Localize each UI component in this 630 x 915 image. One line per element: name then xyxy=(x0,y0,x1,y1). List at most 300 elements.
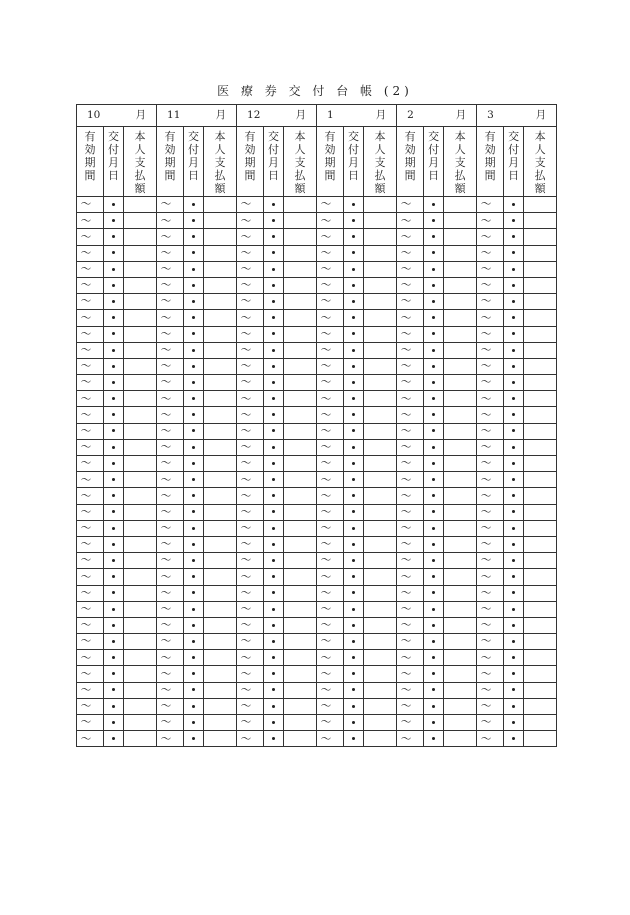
validity-period-cell[interactable] xyxy=(157,731,184,747)
self-payment-cell[interactable] xyxy=(124,407,157,423)
validity-period-cell[interactable] xyxy=(157,456,184,472)
self-payment-cell[interactable] xyxy=(524,358,557,374)
validity-period-cell[interactable] xyxy=(317,197,344,213)
issue-date-cell[interactable] xyxy=(424,456,444,472)
validity-period-cell[interactable] xyxy=(477,229,504,245)
validity-period-cell[interactable] xyxy=(77,553,104,569)
self-payment-cell[interactable] xyxy=(204,585,237,601)
self-payment-cell[interactable] xyxy=(124,391,157,407)
validity-period-cell[interactable] xyxy=(317,536,344,552)
self-payment-cell[interactable] xyxy=(444,423,477,439)
validity-period-cell[interactable] xyxy=(237,358,264,374)
validity-period-cell[interactable] xyxy=(157,488,184,504)
self-payment-cell[interactable] xyxy=(204,682,237,698)
self-payment-cell[interactable] xyxy=(364,536,397,552)
validity-period-cell[interactable] xyxy=(77,617,104,633)
issue-date-cell[interactable] xyxy=(264,520,284,536)
self-payment-cell[interactable] xyxy=(524,456,557,472)
issue-date-cell[interactable] xyxy=(344,375,364,391)
self-payment-cell[interactable] xyxy=(204,698,237,714)
validity-period-cell[interactable] xyxy=(237,375,264,391)
self-payment-cell[interactable] xyxy=(124,326,157,342)
issue-date-cell[interactable] xyxy=(264,617,284,633)
validity-period-cell[interactable] xyxy=(397,326,424,342)
validity-period-cell[interactable] xyxy=(397,456,424,472)
issue-date-cell[interactable] xyxy=(504,601,524,617)
self-payment-cell[interactable] xyxy=(204,277,237,293)
issue-date-cell[interactable] xyxy=(264,698,284,714)
self-payment-cell[interactable] xyxy=(524,391,557,407)
validity-period-cell[interactable] xyxy=(397,617,424,633)
validity-period-cell[interactable] xyxy=(317,682,344,698)
issue-date-cell[interactable] xyxy=(344,715,364,731)
self-payment-cell[interactable] xyxy=(524,650,557,666)
self-payment-cell[interactable] xyxy=(524,277,557,293)
validity-period-cell[interactable] xyxy=(77,375,104,391)
self-payment-cell[interactable] xyxy=(364,197,397,213)
issue-date-cell[interactable] xyxy=(104,294,124,310)
self-payment-cell[interactable] xyxy=(444,342,477,358)
issue-date-cell[interactable] xyxy=(264,326,284,342)
validity-period-cell[interactable] xyxy=(397,569,424,585)
issue-date-cell[interactable] xyxy=(504,213,524,229)
validity-period-cell[interactable] xyxy=(397,698,424,714)
validity-period-cell[interactable] xyxy=(397,197,424,213)
self-payment-cell[interactable] xyxy=(124,245,157,261)
validity-period-cell[interactable] xyxy=(157,391,184,407)
validity-period-cell[interactable] xyxy=(317,439,344,455)
validity-period-cell[interactable] xyxy=(317,375,344,391)
issue-date-cell[interactable] xyxy=(504,326,524,342)
validity-period-cell[interactable] xyxy=(397,634,424,650)
issue-date-cell[interactable] xyxy=(104,617,124,633)
issue-date-cell[interactable] xyxy=(504,407,524,423)
self-payment-cell[interactable] xyxy=(124,731,157,747)
self-payment-cell[interactable] xyxy=(284,650,317,666)
validity-period-cell[interactable] xyxy=(477,310,504,326)
self-payment-cell[interactable] xyxy=(204,504,237,520)
self-payment-cell[interactable] xyxy=(364,617,397,633)
issue-date-cell[interactable] xyxy=(424,277,444,293)
validity-period-cell[interactable] xyxy=(157,294,184,310)
self-payment-cell[interactable] xyxy=(364,472,397,488)
validity-period-cell[interactable] xyxy=(237,650,264,666)
issue-date-cell[interactable] xyxy=(504,585,524,601)
self-payment-cell[interactable] xyxy=(124,358,157,374)
issue-date-cell[interactable] xyxy=(104,423,124,439)
self-payment-cell[interactable] xyxy=(444,698,477,714)
validity-period-cell[interactable] xyxy=(397,229,424,245)
self-payment-cell[interactable] xyxy=(444,261,477,277)
issue-date-cell[interactable] xyxy=(344,666,364,682)
self-payment-cell[interactable] xyxy=(524,634,557,650)
issue-date-cell[interactable] xyxy=(104,261,124,277)
self-payment-cell[interactable] xyxy=(204,391,237,407)
self-payment-cell[interactable] xyxy=(124,277,157,293)
self-payment-cell[interactable] xyxy=(524,585,557,601)
self-payment-cell[interactable] xyxy=(284,698,317,714)
issue-date-cell[interactable] xyxy=(104,213,124,229)
self-payment-cell[interactable] xyxy=(284,310,317,326)
issue-date-cell[interactable] xyxy=(104,553,124,569)
issue-date-cell[interactable] xyxy=(344,229,364,245)
validity-period-cell[interactable] xyxy=(397,294,424,310)
validity-period-cell[interactable] xyxy=(397,520,424,536)
self-payment-cell[interactable] xyxy=(524,569,557,585)
self-payment-cell[interactable] xyxy=(284,391,317,407)
issue-date-cell[interactable] xyxy=(184,456,204,472)
validity-period-cell[interactable] xyxy=(157,229,184,245)
issue-date-cell[interactable] xyxy=(424,213,444,229)
validity-period-cell[interactable] xyxy=(397,391,424,407)
self-payment-cell[interactable] xyxy=(204,456,237,472)
issue-date-cell[interactable] xyxy=(184,585,204,601)
self-payment-cell[interactable] xyxy=(124,229,157,245)
self-payment-cell[interactable] xyxy=(364,715,397,731)
self-payment-cell[interactable] xyxy=(364,358,397,374)
self-payment-cell[interactable] xyxy=(524,261,557,277)
issue-date-cell[interactable] xyxy=(184,536,204,552)
self-payment-cell[interactable] xyxy=(124,666,157,682)
issue-date-cell[interactable] xyxy=(504,310,524,326)
validity-period-cell[interactable] xyxy=(397,310,424,326)
issue-date-cell[interactable] xyxy=(424,358,444,374)
self-payment-cell[interactable] xyxy=(124,310,157,326)
validity-period-cell[interactable] xyxy=(237,326,264,342)
self-payment-cell[interactable] xyxy=(284,245,317,261)
issue-date-cell[interactable] xyxy=(264,536,284,552)
issue-date-cell[interactable] xyxy=(344,634,364,650)
validity-period-cell[interactable] xyxy=(397,423,424,439)
self-payment-cell[interactable] xyxy=(444,213,477,229)
validity-period-cell[interactable] xyxy=(157,569,184,585)
issue-date-cell[interactable] xyxy=(344,277,364,293)
validity-period-cell[interactable] xyxy=(397,472,424,488)
issue-date-cell[interactable] xyxy=(264,423,284,439)
self-payment-cell[interactable] xyxy=(284,261,317,277)
validity-period-cell[interactable] xyxy=(317,715,344,731)
self-payment-cell[interactable] xyxy=(284,553,317,569)
self-payment-cell[interactable] xyxy=(524,731,557,747)
validity-period-cell[interactable] xyxy=(397,213,424,229)
validity-period-cell[interactable] xyxy=(477,536,504,552)
issue-date-cell[interactable] xyxy=(264,213,284,229)
issue-date-cell[interactable] xyxy=(104,634,124,650)
self-payment-cell[interactable] xyxy=(124,682,157,698)
issue-date-cell[interactable] xyxy=(104,585,124,601)
issue-date-cell[interactable] xyxy=(184,650,204,666)
validity-period-cell[interactable] xyxy=(237,310,264,326)
self-payment-cell[interactable] xyxy=(124,715,157,731)
self-payment-cell[interactable] xyxy=(204,407,237,423)
self-payment-cell[interactable] xyxy=(364,439,397,455)
issue-date-cell[interactable] xyxy=(424,326,444,342)
issue-date-cell[interactable] xyxy=(424,731,444,747)
self-payment-cell[interactable] xyxy=(364,698,397,714)
self-payment-cell[interactable] xyxy=(204,229,237,245)
self-payment-cell[interactable] xyxy=(284,731,317,747)
issue-date-cell[interactable] xyxy=(504,504,524,520)
issue-date-cell[interactable] xyxy=(264,261,284,277)
self-payment-cell[interactable] xyxy=(364,504,397,520)
validity-period-cell[interactable] xyxy=(317,456,344,472)
self-payment-cell[interactable] xyxy=(364,601,397,617)
issue-date-cell[interactable] xyxy=(344,310,364,326)
self-payment-cell[interactable] xyxy=(444,520,477,536)
validity-period-cell[interactable] xyxy=(397,439,424,455)
self-payment-cell[interactable] xyxy=(524,715,557,731)
validity-period-cell[interactable] xyxy=(157,601,184,617)
validity-period-cell[interactable] xyxy=(157,423,184,439)
self-payment-cell[interactable] xyxy=(364,407,397,423)
self-payment-cell[interactable] xyxy=(204,375,237,391)
self-payment-cell[interactable] xyxy=(444,601,477,617)
self-payment-cell[interactable] xyxy=(364,666,397,682)
validity-period-cell[interactable] xyxy=(477,553,504,569)
self-payment-cell[interactable] xyxy=(444,375,477,391)
issue-date-cell[interactable] xyxy=(184,698,204,714)
self-payment-cell[interactable] xyxy=(204,617,237,633)
self-payment-cell[interactable] xyxy=(124,439,157,455)
issue-date-cell[interactable] xyxy=(344,326,364,342)
self-payment-cell[interactable] xyxy=(524,617,557,633)
self-payment-cell[interactable] xyxy=(524,423,557,439)
self-payment-cell[interactable] xyxy=(444,326,477,342)
validity-period-cell[interactable] xyxy=(77,601,104,617)
self-payment-cell[interactable] xyxy=(124,261,157,277)
issue-date-cell[interactable] xyxy=(424,698,444,714)
issue-date-cell[interactable] xyxy=(104,439,124,455)
issue-date-cell[interactable] xyxy=(104,731,124,747)
validity-period-cell[interactable] xyxy=(477,682,504,698)
issue-date-cell[interactable] xyxy=(344,407,364,423)
validity-period-cell[interactable] xyxy=(477,439,504,455)
self-payment-cell[interactable] xyxy=(364,488,397,504)
validity-period-cell[interactable] xyxy=(477,488,504,504)
validity-period-cell[interactable] xyxy=(77,585,104,601)
issue-date-cell[interactable] xyxy=(424,407,444,423)
issue-date-cell[interactable] xyxy=(424,439,444,455)
self-payment-cell[interactable] xyxy=(284,439,317,455)
validity-period-cell[interactable] xyxy=(397,553,424,569)
self-payment-cell[interactable] xyxy=(364,277,397,293)
self-payment-cell[interactable] xyxy=(124,634,157,650)
self-payment-cell[interactable] xyxy=(524,213,557,229)
issue-date-cell[interactable] xyxy=(104,326,124,342)
issue-date-cell[interactable] xyxy=(104,520,124,536)
issue-date-cell[interactable] xyxy=(504,553,524,569)
self-payment-cell[interactable] xyxy=(124,472,157,488)
validity-period-cell[interactable] xyxy=(397,375,424,391)
issue-date-cell[interactable] xyxy=(104,229,124,245)
issue-date-cell[interactable] xyxy=(264,439,284,455)
self-payment-cell[interactable] xyxy=(204,650,237,666)
validity-period-cell[interactable] xyxy=(477,601,504,617)
self-payment-cell[interactable] xyxy=(524,439,557,455)
issue-date-cell[interactable] xyxy=(184,261,204,277)
validity-period-cell[interactable] xyxy=(77,504,104,520)
issue-date-cell[interactable] xyxy=(104,245,124,261)
issue-date-cell[interactable] xyxy=(424,682,444,698)
validity-period-cell[interactable] xyxy=(237,731,264,747)
validity-period-cell[interactable] xyxy=(157,342,184,358)
self-payment-cell[interactable] xyxy=(204,634,237,650)
validity-period-cell[interactable] xyxy=(397,342,424,358)
self-payment-cell[interactable] xyxy=(444,553,477,569)
self-payment-cell[interactable] xyxy=(204,245,237,261)
issue-date-cell[interactable] xyxy=(504,666,524,682)
validity-period-cell[interactable] xyxy=(397,715,424,731)
self-payment-cell[interactable] xyxy=(124,375,157,391)
issue-date-cell[interactable] xyxy=(504,229,524,245)
validity-period-cell[interactable] xyxy=(317,553,344,569)
issue-date-cell[interactable] xyxy=(344,520,364,536)
issue-date-cell[interactable] xyxy=(504,197,524,213)
validity-period-cell[interactable] xyxy=(77,520,104,536)
self-payment-cell[interactable] xyxy=(284,375,317,391)
validity-period-cell[interactable] xyxy=(157,682,184,698)
validity-period-cell[interactable] xyxy=(157,358,184,374)
issue-date-cell[interactable] xyxy=(344,698,364,714)
self-payment-cell[interactable] xyxy=(124,504,157,520)
issue-date-cell[interactable] xyxy=(504,277,524,293)
self-payment-cell[interactable] xyxy=(284,277,317,293)
validity-period-cell[interactable] xyxy=(157,213,184,229)
self-payment-cell[interactable] xyxy=(444,569,477,585)
validity-period-cell[interactable] xyxy=(77,245,104,261)
self-payment-cell[interactable] xyxy=(524,326,557,342)
issue-date-cell[interactable] xyxy=(264,391,284,407)
self-payment-cell[interactable] xyxy=(364,585,397,601)
validity-period-cell[interactable] xyxy=(77,634,104,650)
validity-period-cell[interactable] xyxy=(317,358,344,374)
issue-date-cell[interactable] xyxy=(424,666,444,682)
validity-period-cell[interactable] xyxy=(237,423,264,439)
validity-period-cell[interactable] xyxy=(477,650,504,666)
issue-date-cell[interactable] xyxy=(264,197,284,213)
self-payment-cell[interactable] xyxy=(124,650,157,666)
self-payment-cell[interactable] xyxy=(204,213,237,229)
validity-period-cell[interactable] xyxy=(477,617,504,633)
validity-period-cell[interactable] xyxy=(237,391,264,407)
validity-period-cell[interactable] xyxy=(237,715,264,731)
self-payment-cell[interactable] xyxy=(444,634,477,650)
self-payment-cell[interactable] xyxy=(444,536,477,552)
issue-date-cell[interactable] xyxy=(504,698,524,714)
self-payment-cell[interactable] xyxy=(524,520,557,536)
self-payment-cell[interactable] xyxy=(364,634,397,650)
issue-date-cell[interactable] xyxy=(424,504,444,520)
self-payment-cell[interactable] xyxy=(524,342,557,358)
issue-date-cell[interactable] xyxy=(264,375,284,391)
validity-period-cell[interactable] xyxy=(157,585,184,601)
self-payment-cell[interactable] xyxy=(284,407,317,423)
validity-period-cell[interactable] xyxy=(157,666,184,682)
validity-period-cell[interactable] xyxy=(77,358,104,374)
issue-date-cell[interactable] xyxy=(264,472,284,488)
issue-date-cell[interactable] xyxy=(344,650,364,666)
validity-period-cell[interactable] xyxy=(237,601,264,617)
validity-period-cell[interactable] xyxy=(237,553,264,569)
self-payment-cell[interactable] xyxy=(204,731,237,747)
issue-date-cell[interactable] xyxy=(344,504,364,520)
issue-date-cell[interactable] xyxy=(264,277,284,293)
self-payment-cell[interactable] xyxy=(284,569,317,585)
issue-date-cell[interactable] xyxy=(184,569,204,585)
validity-period-cell[interactable] xyxy=(77,488,104,504)
issue-date-cell[interactable] xyxy=(104,698,124,714)
issue-date-cell[interactable] xyxy=(344,294,364,310)
issue-date-cell[interactable] xyxy=(424,391,444,407)
issue-date-cell[interactable] xyxy=(424,553,444,569)
issue-date-cell[interactable] xyxy=(424,245,444,261)
validity-period-cell[interactable] xyxy=(237,342,264,358)
self-payment-cell[interactable] xyxy=(124,423,157,439)
self-payment-cell[interactable] xyxy=(444,310,477,326)
self-payment-cell[interactable] xyxy=(524,698,557,714)
issue-date-cell[interactable] xyxy=(424,310,444,326)
validity-period-cell[interactable] xyxy=(237,504,264,520)
self-payment-cell[interactable] xyxy=(124,698,157,714)
validity-period-cell[interactable] xyxy=(157,553,184,569)
validity-period-cell[interactable] xyxy=(397,504,424,520)
issue-date-cell[interactable] xyxy=(344,553,364,569)
validity-period-cell[interactable] xyxy=(77,261,104,277)
issue-date-cell[interactable] xyxy=(264,731,284,747)
validity-period-cell[interactable] xyxy=(477,213,504,229)
issue-date-cell[interactable] xyxy=(264,488,284,504)
self-payment-cell[interactable] xyxy=(444,731,477,747)
validity-period-cell[interactable] xyxy=(477,277,504,293)
self-payment-cell[interactable] xyxy=(124,569,157,585)
self-payment-cell[interactable] xyxy=(524,197,557,213)
issue-date-cell[interactable] xyxy=(344,261,364,277)
issue-date-cell[interactable] xyxy=(184,715,204,731)
issue-date-cell[interactable] xyxy=(344,682,364,698)
issue-date-cell[interactable] xyxy=(184,229,204,245)
issue-date-cell[interactable] xyxy=(344,197,364,213)
self-payment-cell[interactable] xyxy=(444,472,477,488)
issue-date-cell[interactable] xyxy=(264,358,284,374)
validity-period-cell[interactable] xyxy=(317,213,344,229)
validity-period-cell[interactable] xyxy=(237,520,264,536)
validity-period-cell[interactable] xyxy=(237,569,264,585)
validity-period-cell[interactable] xyxy=(77,310,104,326)
self-payment-cell[interactable] xyxy=(444,229,477,245)
issue-date-cell[interactable] xyxy=(504,682,524,698)
issue-date-cell[interactable] xyxy=(104,569,124,585)
issue-date-cell[interactable] xyxy=(344,536,364,552)
issue-date-cell[interactable] xyxy=(264,504,284,520)
issue-date-cell[interactable] xyxy=(344,391,364,407)
validity-period-cell[interactable] xyxy=(157,439,184,455)
issue-date-cell[interactable] xyxy=(104,601,124,617)
validity-period-cell[interactable] xyxy=(77,698,104,714)
self-payment-cell[interactable] xyxy=(284,634,317,650)
self-payment-cell[interactable] xyxy=(524,666,557,682)
validity-period-cell[interactable] xyxy=(397,601,424,617)
issue-date-cell[interactable] xyxy=(104,310,124,326)
validity-period-cell[interactable] xyxy=(477,391,504,407)
issue-date-cell[interactable] xyxy=(504,634,524,650)
issue-date-cell[interactable] xyxy=(104,407,124,423)
self-payment-cell[interactable] xyxy=(204,326,237,342)
issue-date-cell[interactable] xyxy=(424,601,444,617)
issue-date-cell[interactable] xyxy=(264,310,284,326)
self-payment-cell[interactable] xyxy=(444,617,477,633)
self-payment-cell[interactable] xyxy=(284,213,317,229)
issue-date-cell[interactable] xyxy=(504,731,524,747)
